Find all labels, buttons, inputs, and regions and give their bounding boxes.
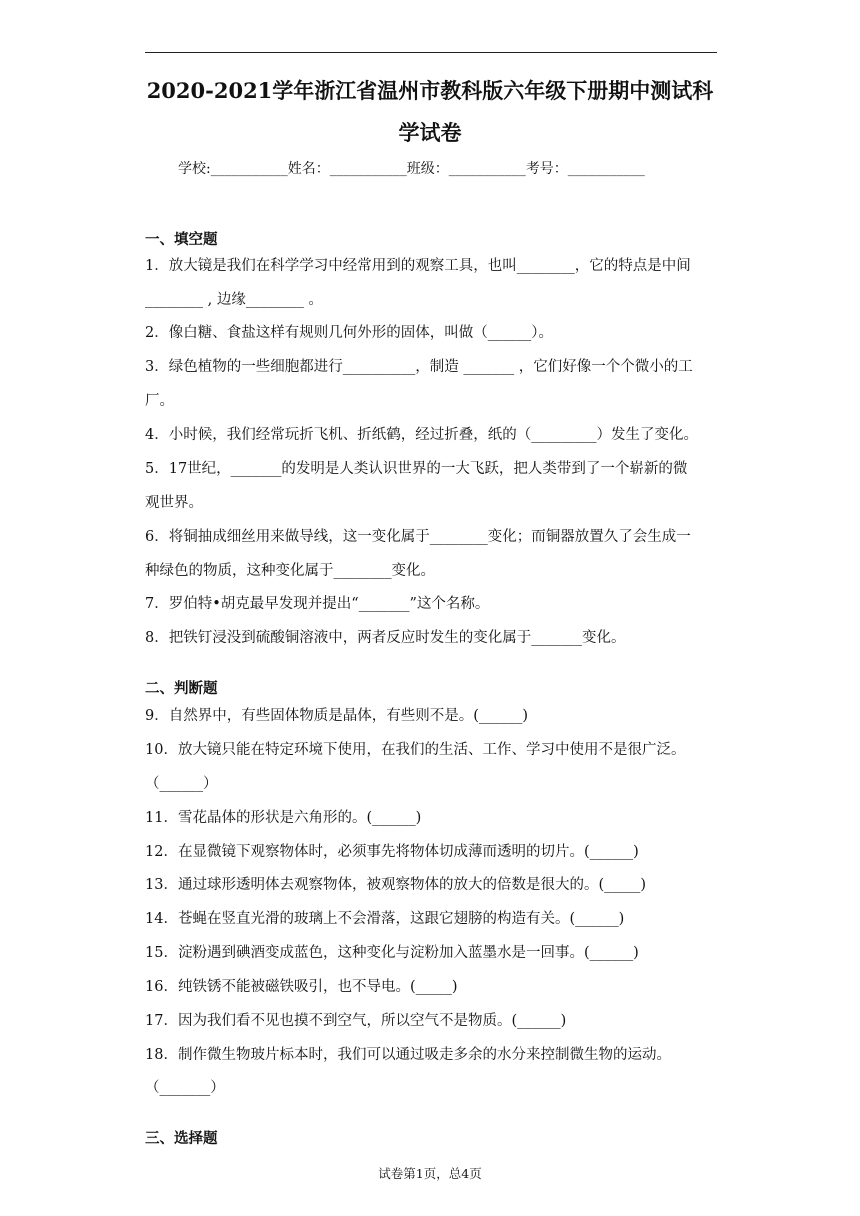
header-rule: [145, 52, 717, 53]
question-3-line-1: 3．绿色植物的一些细胞都进行__________，制造 _______ ，它们好像一个个微小的工: [145, 359, 693, 375]
question-5-line-2: 观世界。: [145, 495, 203, 511]
exam-title-line-1: 2020-2021学年浙江省温州市教科版六年级下册期中测试科: [146, 78, 714, 103]
question-7: 7．罗伯特•胡克最早发现并提出“_______”这个名称。: [145, 596, 490, 612]
question-1-line-1: 1．放大镜是我们在科学学习中经常用到的观察工具，也叫________，它的特点是中间: [145, 258, 691, 274]
student-info-line: 学校:___________姓名：___________班级：___________考号：___________: [178, 161, 645, 177]
section-fill-in: 一、填空题: [145, 231, 218, 248]
question-17: 17．因为我们看不见也摸不到空气，所以空气不是物质。(______): [145, 1013, 567, 1029]
question-14: 14．苍蝇在竖直光滑的玻璃上不会滑落，这跟它翅膀的构造有关。(______): [145, 911, 625, 927]
question-11: 11．雪花晶体的形状是六角形的。(______): [145, 810, 422, 826]
section-multiple-choice: 三、选择题: [145, 1130, 218, 1147]
question-5-line-1: 5．17世纪，_______的发明是人类认识世界的一大飞跃，把人类带到了一个崭新的微: [145, 461, 688, 477]
question-2: 2．像白糖、食盐这样有规则几何外形的固体，叫做（______）。: [145, 325, 553, 341]
question-18-line-1: 18．制作微生物玻片标本时，我们可以通过吸走多余的水分来控制微生物的运动。: [145, 1047, 671, 1063]
question-15: 15．淀粉遇到碘酒变成蓝色，这种变化与淀粉加入蓝墨水是一回事。(______): [145, 945, 639, 961]
question-13: 13．通过球形透明体去观察物体，被观察物体的放大的倍数是很大的。(_____): [145, 877, 647, 893]
question-1-line-2: ________ , 边缘________ 。: [145, 292, 323, 308]
question-18-line-2: （_______）: [145, 1080, 225, 1096]
question-10-line-2: （______）: [145, 776, 218, 792]
page-footer: 试卷第1页，总4页: [378, 1166, 482, 1181]
question-10-line-1: 10．放大镜只能在特定环境下使用，在我们的生活、工作、学习中使用不是很广泛。: [145, 742, 686, 758]
question-12: 12．在显微镜下观察物体时，必须事先将物体切成薄而透明的切片。(______): [145, 844, 639, 860]
question-3-line-2: 厂。: [145, 393, 174, 409]
exam-title-line-2: 学试卷: [398, 120, 462, 145]
question-6-line-2: 种绿色的物质，这种变化属于________变化。: [145, 563, 435, 579]
question-9: 9．自然界中，有些固体物质是晶体，有些则不是。(______): [145, 708, 529, 724]
question-16: 16．纯铁锈不能被磁铁吸引，也不导电。(_____): [145, 979, 458, 995]
question-6-line-1: 6．将铜抽成细丝用来做导线，这一变化属于________变化；而铜器放置久了会生成一: [145, 529, 691, 545]
question-8: 8．把铁钉浸没到硫酸铜溶液中，两者反应时发生的变化属于_______变化。: [145, 630, 626, 646]
question-4: 4．小时候，我们经常玩折飞机、折纸鹤，经过折叠，纸的（_________）发生了变化。: [145, 427, 698, 443]
section-true-false: 二、判断题: [145, 680, 218, 697]
